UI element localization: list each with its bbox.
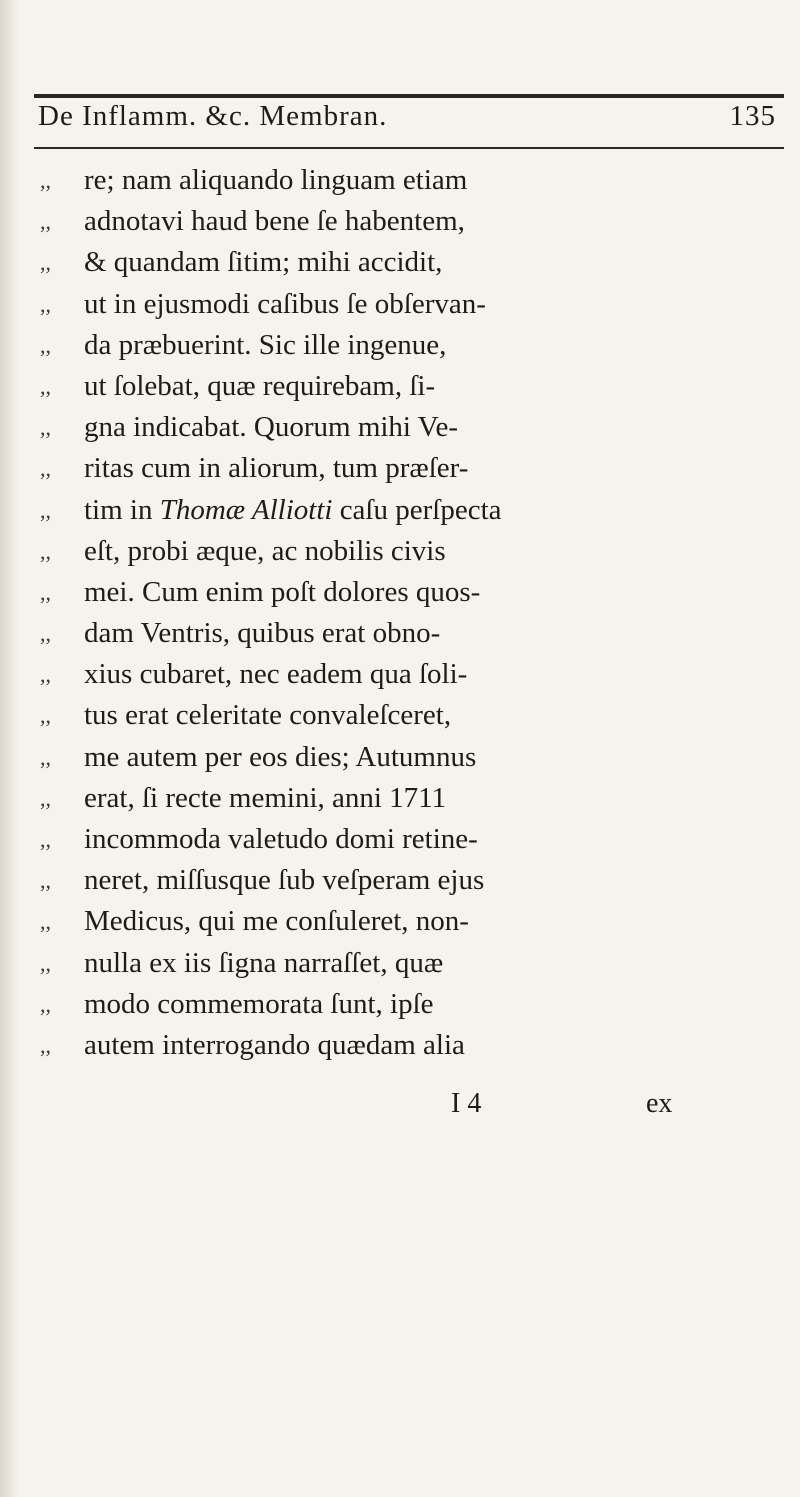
line-text-roman: & quandam ſitim; mihi accidit,: [84, 246, 443, 279]
top-rule: [34, 94, 784, 98]
quotation-mark: ,,: [40, 497, 51, 523]
line-text-roman: eſt, probi æque, ac nobilis civis: [84, 534, 446, 567]
text-line: [40, 490, 780, 531]
line-text-roman: ritas cum in aliorum, tum præſer-: [84, 452, 469, 485]
line-text-roman: autem interrogando quædam alia: [84, 1028, 465, 1061]
page-footer: [34, 1088, 784, 1128]
line-text-roman: erat, ſi recte memini, anni 1711: [84, 781, 447, 814]
line-text: [84, 860, 484, 901]
line-text: [84, 201, 465, 242]
quotation-mark: ,,: [40, 703, 51, 729]
quotation-mark: ,,: [40, 662, 51, 688]
line-text-roman: Medicus, qui me conſuleret, non-: [84, 905, 469, 938]
signature-mark: I 4: [451, 1088, 482, 1119]
line-text: [84, 1025, 465, 1066]
quotation-mark: ,,: [40, 456, 51, 482]
line-text: [84, 901, 469, 942]
page-number: 135: [729, 100, 776, 132]
quotation-mark: ,,: [40, 168, 51, 193]
text-line: [40, 572, 780, 613]
line-text: [84, 325, 446, 366]
quotation-mark: ,,: [40, 621, 51, 647]
line-text: [84, 160, 467, 201]
quotation-mark: ,,: [40, 579, 51, 605]
text-line: [40, 819, 780, 860]
quotation-mark: ,,: [40, 538, 51, 564]
text-line: [40, 407, 780, 448]
quotation-mark: ,,: [40, 785, 51, 811]
quotation-mark: ,,: [40, 909, 51, 935]
body-text: [40, 160, 780, 1066]
line-text: [84, 654, 467, 695]
line-text: [84, 531, 446, 572]
line-text-roman: me autem per eos dies; Autumnus: [84, 740, 477, 773]
line-text-roman: incommoda valetudo domi retine-: [84, 823, 478, 855]
line-text: [84, 448, 468, 489]
line-text-roman: re; nam aliquando linguam etiam: [84, 164, 468, 196]
text-line: [40, 448, 780, 489]
line-text-roman: da præbuerint. Sic ille ingenue,: [84, 328, 447, 361]
text-line: [40, 984, 780, 1025]
quotation-mark: ,,: [40, 744, 51, 770]
text-line: [40, 943, 780, 984]
quotation-mark: ,,: [40, 950, 51, 976]
text-line: [40, 284, 780, 325]
catchword: ex: [646, 1088, 673, 1119]
text-line: [40, 201, 780, 242]
line-text: [84, 572, 480, 613]
quotation-mark: ,,: [40, 827, 51, 852]
text-line: [40, 531, 780, 572]
line-text: [84, 242, 442, 283]
text-line: [40, 325, 780, 366]
text-line: [40, 737, 780, 778]
line-text-roman: xius cubaret, nec eadem qua ſoli-: [84, 658, 468, 691]
text-line: [40, 1025, 780, 1066]
line-text-roman: tim in: [84, 493, 160, 526]
line-text-roman: nulla ex iis ſigna narraſſet, quæ: [84, 946, 444, 979]
text-line: [40, 242, 780, 283]
page-header: [34, 100, 784, 150]
line-text: [84, 984, 434, 1025]
running-title: De Inflamm. &c. Membran.: [38, 100, 388, 132]
text-line: [40, 778, 780, 819]
line-text-roman: tus erat celeritate convaleſceret,: [84, 699, 452, 732]
header-rule: [34, 147, 784, 149]
text-line: [40, 860, 780, 901]
line-text: [84, 737, 476, 778]
quotation-mark: ,,: [40, 991, 51, 1017]
line-text-roman: gna indicabat. Quorum mihi Ve-: [84, 411, 458, 444]
quotation-mark: ,,: [40, 1032, 51, 1058]
line-text: [84, 613, 440, 654]
line-text-roman: adnotavi haud bene ſe habentem,: [84, 205, 465, 238]
line-text-roman: dam Ventris, quibus erat obno-: [84, 617, 441, 650]
line-text: [84, 407, 458, 448]
line-text-roman-tail: caſu perſpecta: [332, 493, 502, 526]
quotation-mark: ,,: [40, 332, 51, 358]
line-text-roman: mei. Cum enim poſt dolores quos-: [84, 575, 481, 608]
line-text: [84, 943, 443, 984]
quotation-mark: ,,: [40, 373, 51, 399]
line-text-roman: modo commemorata ſunt, ipſe: [84, 987, 434, 1020]
line-text: [84, 284, 486, 325]
line-text: [84, 695, 451, 736]
text-line: [40, 695, 780, 736]
page-gutter-shadow: [0, 0, 18, 1497]
line-text: [84, 366, 435, 407]
text-line: [40, 366, 780, 407]
line-text-roman: neret, miſſusque ſub veſperam ejus: [84, 864, 485, 897]
quotation-mark: ,,: [40, 250, 51, 276]
quotation-mark: ,,: [40, 415, 51, 441]
line-text-roman: ut ſolebat, quæ requirebam, ſi-: [84, 369, 436, 402]
text-line: [40, 613, 780, 654]
quotation-mark: ,,: [40, 868, 51, 894]
quotation-mark: ,,: [40, 291, 51, 317]
line-text: [84, 490, 502, 531]
line-text: [84, 819, 478, 860]
text-line: [40, 901, 780, 942]
text-line: [40, 654, 780, 695]
line-text-roman: ut in ejusmodi caſibus ſe obſervan-: [84, 287, 486, 320]
text-line: [40, 160, 780, 201]
line-text-italic: Thomæ Alliotti: [159, 493, 333, 526]
quotation-mark: ,,: [40, 209, 51, 235]
line-text: [84, 778, 446, 819]
